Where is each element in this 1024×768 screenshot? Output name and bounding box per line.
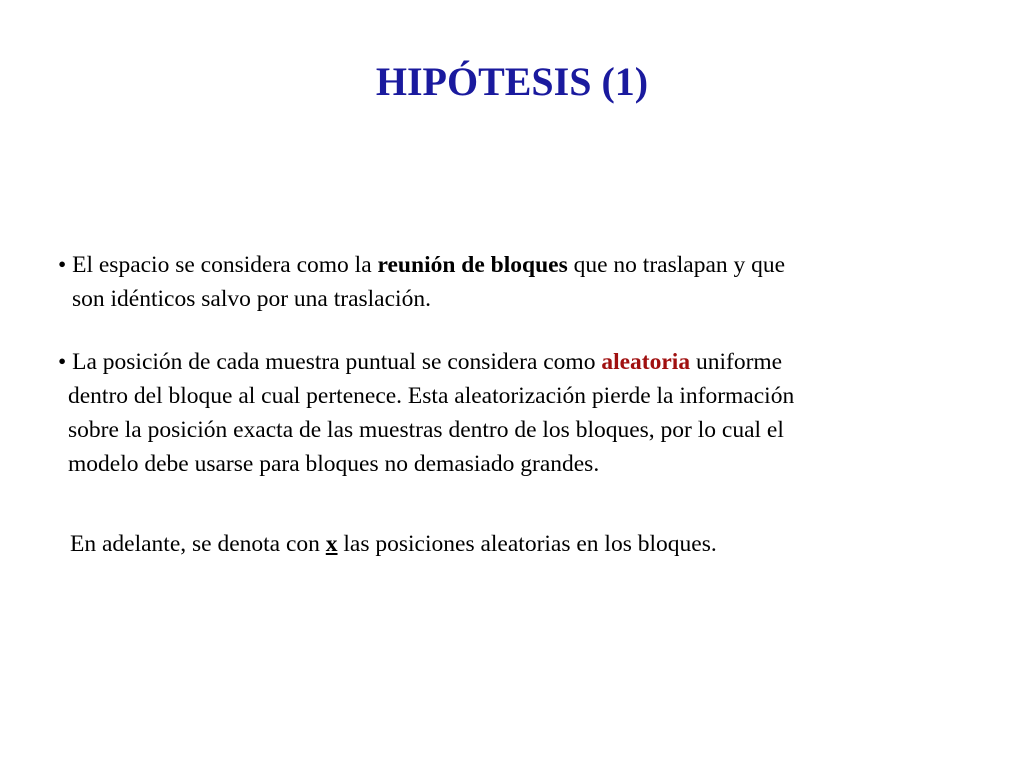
bullet-line-continuation: son idénticos salvo por una traslación. xyxy=(72,286,431,312)
highlight-term-aleatoria: aleatoria xyxy=(601,349,691,375)
bullet-item-random-position xyxy=(58,345,946,481)
bullet-item-blocks xyxy=(58,248,958,316)
slide-title: HIPÓTESIS (1) xyxy=(375,59,649,104)
text-segment: La posición de cada muestra puntual se considera como xyxy=(72,349,602,375)
bullet-dot: • xyxy=(58,349,67,375)
bullet-line-continuation: sobre la posición exacta de las muestras dentro de los bloques, por lo cual el xyxy=(68,417,784,443)
note-paragraph xyxy=(70,527,970,561)
text-segment: que no traslapan y que xyxy=(567,252,786,278)
bullet-line-continuation: modelo debe usarse para bloques no demasiado grandes. xyxy=(68,451,600,477)
text-segment: uniforme xyxy=(690,349,783,375)
bullet-line-continuation: dentro del bloque al cual pertenece. Esta aleatorización pierde la información xyxy=(68,383,795,409)
text-segment: El espacio se considera como la xyxy=(72,252,378,278)
text-segment: las posiciones aleatorias en los bloques. xyxy=(337,531,717,557)
bold-term-reunion-de-bloques: reunión de bloques xyxy=(377,252,568,278)
variable-x-symbol: x xyxy=(325,531,338,557)
bullet-line xyxy=(58,345,946,379)
text-segment: En adelante, se denota con xyxy=(70,531,326,557)
bullet-line xyxy=(58,248,958,282)
bullet-dot: • xyxy=(58,252,67,278)
